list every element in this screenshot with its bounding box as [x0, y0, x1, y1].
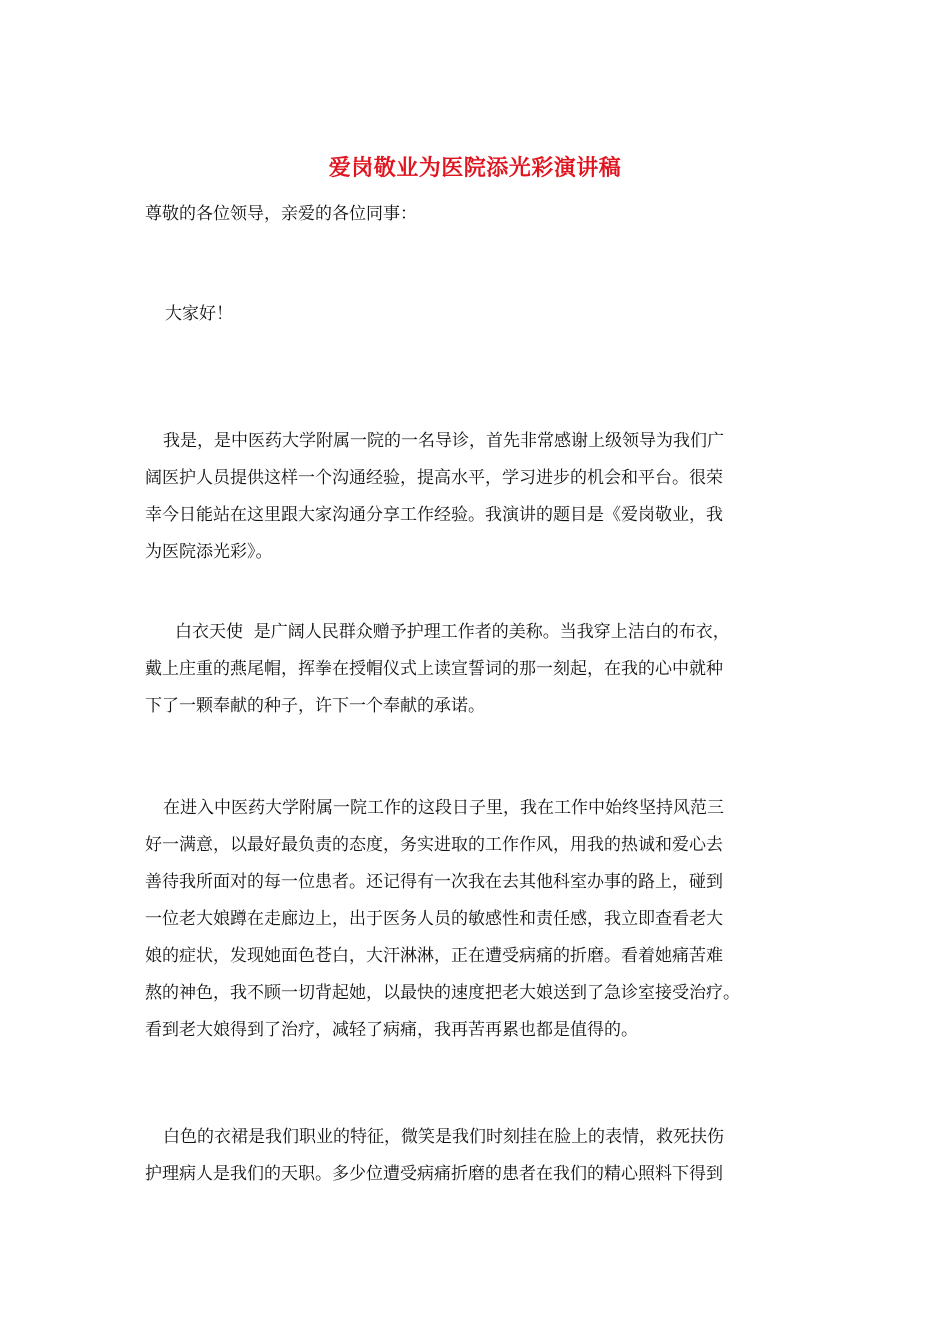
paragraph-line: 下了一颗奉献的种子，许下一个奉献的承诺。	[145, 696, 485, 716]
salutation-line: 尊敬的各位领导，亲爱的各位同事：	[145, 204, 417, 224]
paragraph-1	[145, 423, 805, 571]
paragraph-line: 好一满意，以最好最负责的态度，务实进取的工作作风，用我的热诚和爱心去	[145, 835, 723, 855]
paragraph-line: 阔医护人员提供这样一个沟通经验，提高水平，学习进步的机会和平台。很荣	[145, 468, 723, 488]
paragraph-line: 戴上庄重的燕尾帽，挥拳在授帽仪式上读宣誓词的那一刻起，在我的心中就种	[145, 659, 723, 679]
paragraph-line: 看到老大娘得到了治疗，减轻了病痛，我再苦再累也都是值得的。	[145, 1020, 638, 1040]
paragraph-3	[145, 790, 805, 1049]
paragraph-line: 白色的衣裙是我们职业的特征，微笑是我们时刻挂在脸上的表情，救死扶伤	[163, 1127, 724, 1147]
paragraph-line: 护理病人是我们的天职。多少位遭受病痛折磨的患者在我们的精心照料下得到	[145, 1164, 723, 1184]
paragraph-line: 熬的神色，我不顾一切背起她，以最快的速度把老大娘送到了急诊室接受治疗。	[145, 983, 740, 1003]
paragraph-4	[145, 1119, 805, 1193]
paragraph-line: 白衣天使 是广阔人民群众赠予护理工作者的美称。当我穿上洁白的布衣，	[175, 622, 730, 642]
paragraph-line: 我是，是中医药大学附属一院的一名导诊，首先非常感谢上级领导为我们广	[163, 431, 724, 451]
paragraph-line: 善待我所面对的每一位患者。还记得有一次我在去其他科室办事的路上，碰到	[145, 872, 723, 892]
greeting	[145, 296, 805, 333]
paragraph-line: 一位老大娘蹲在走廊边上，出于医务人员的敏感性和责任感，我立即查看老大	[145, 909, 723, 929]
paragraph-line: 为医院添光彩》。	[145, 542, 273, 562]
paragraph-2	[145, 614, 805, 725]
salutation	[145, 196, 805, 233]
greeting-line: 大家好！	[165, 304, 233, 324]
paragraph-line: 娘的症状，发现她面色苍白，大汗淋淋，正在遭受病痛的折磨。看着她痛苦难	[145, 946, 723, 966]
paragraph-line: 幸今日能站在这里跟大家沟通分享工作经验。我演讲的题目是《爱岗敬业，我	[145, 505, 723, 525]
paragraph-line: 在进入中医药大学附属一院工作的这段日子里，我在工作中始终坚持风范三	[163, 798, 724, 818]
document-title: 爱岗敬业为医院添光彩演讲稿	[328, 155, 622, 181]
